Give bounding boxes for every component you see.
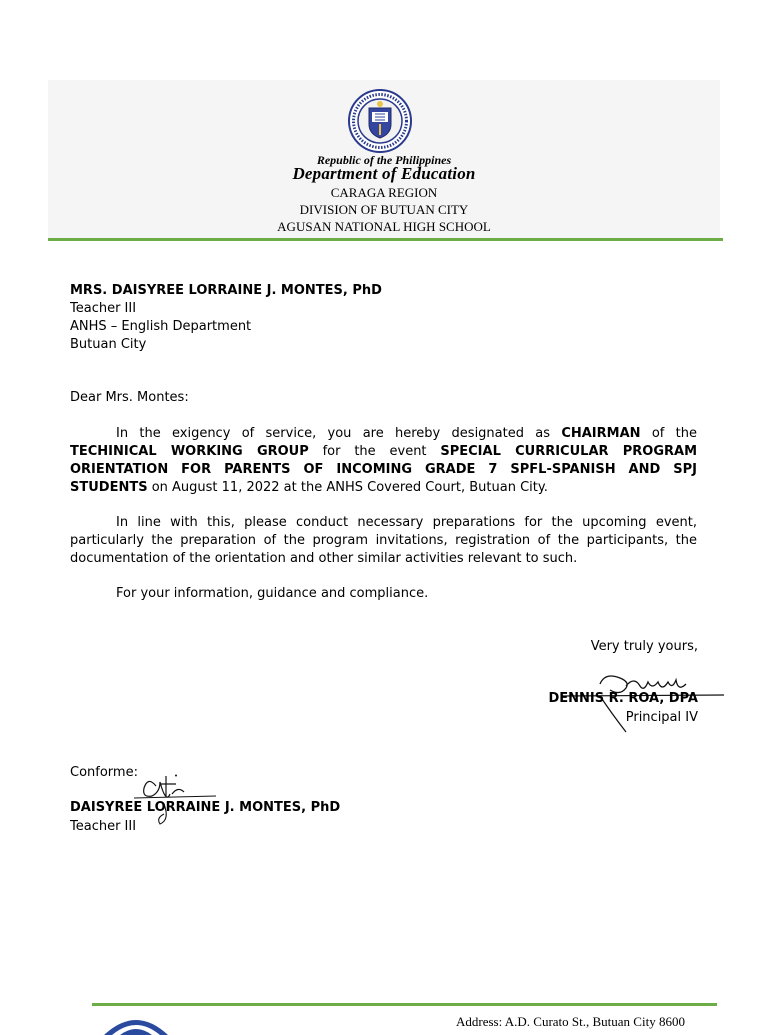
event-name: SPECIAL CURRICULAR PROGRAM ORIENTATION FOR PARENTS OF INCOMING GRADE 7 SPFL-SPANISH AND SPJ STUDENTS	[70, 444, 698, 495]
conforme-label: Conforme:	[70, 765, 138, 780]
text-run: on August 11, 2022 at the ANHS Covered Court, Butuan City.	[147, 480, 548, 495]
addressee-name: MRS. DAISYREE LORRAINE J. MONTES, PhD	[70, 283, 382, 298]
compliance-paragraph: For your information, guidance and compliance.	[116, 586, 429, 601]
addressee-city: Butuan City	[70, 337, 147, 352]
addressee-department: ANHS – English Department	[70, 319, 252, 334]
addressee-position: Teacher III	[70, 301, 137, 316]
header-divider	[48, 238, 723, 241]
republic-line: Republic of the Philippines	[316, 153, 452, 167]
text-run: of the	[640, 426, 697, 441]
conforme-name: DAISYREE LORRAINE J. MONTES, PhD	[70, 800, 341, 815]
school-name: AGUSAN NATIONAL HIGH SCHOOL	[277, 219, 491, 234]
group-name: TECHINICAL WORKING GROUP	[70, 444, 309, 459]
instructions-paragraph: In line with this, please conduct necessary preparations for the upcoming event, particularly the preparation of the program invitations, registration of the participants, the documentation of the orientation and other similar activities relevant to such.	[70, 515, 697, 566]
school-logo-icon	[102, 1011, 170, 1035]
conforme-title: Teacher III	[70, 819, 137, 834]
department-name: Department of Education	[292, 164, 476, 183]
signatory-name: DENNIS R. ROA, DPA	[548, 691, 698, 706]
role-chairman: CHAIRMAN	[561, 426, 641, 441]
deped-seal-icon	[341, 88, 419, 154]
signatory-title: Principal IV	[625, 710, 698, 725]
division-line: DIVISION OF BUTUAN CITY	[299, 202, 469, 217]
footer-divider	[92, 1003, 717, 1006]
region-line: CARAGA REGION	[330, 185, 438, 200]
designation-paragraph	[70, 425, 697, 497]
footer-address: Address: A.D. Curato St., Butuan City 8600	[456, 1014, 685, 1029]
text-run: for the event	[308, 444, 441, 459]
closing-line: Very truly yours,	[590, 639, 698, 654]
salutation: Dear Mrs. Montes:	[70, 390, 189, 405]
text-run: In the exigency of service, you are hereby designated as	[116, 426, 562, 441]
